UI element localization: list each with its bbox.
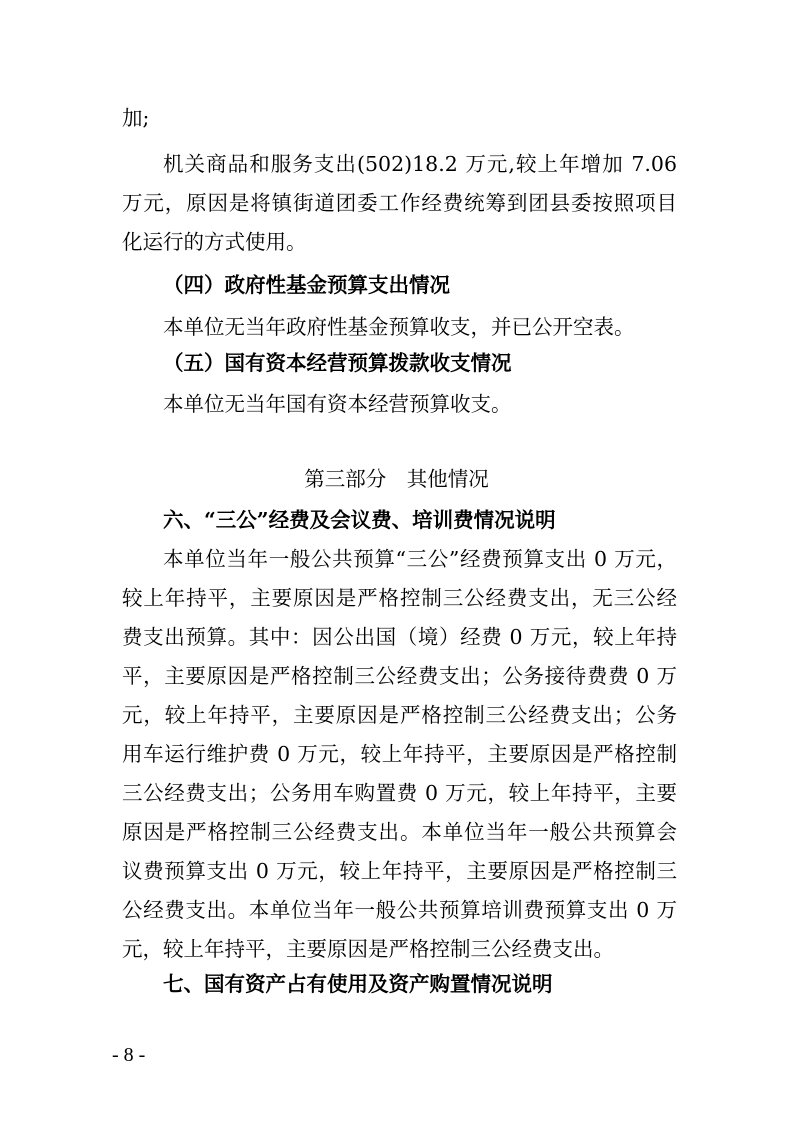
paragraph-line: 用车运行维护费 0 万元，较上年持平，主要原因是严格控制 [122, 742, 677, 766]
part-title: 第三部分 其他情况 [304, 467, 489, 491]
paragraph-line: 元，较上年持平，主要原因是严格控制三公经费支出；公务 [122, 703, 677, 727]
paragraph-line: 较上年持平，主要原因是严格控制三公经费支出，无三公经 [122, 586, 677, 610]
section-heading: 六、“三公”经费及会议费、培训费情况说明 [163, 508, 556, 532]
paragraph-line: 公经费支出。本单位当年一般公共预算培训费预算支出 0 万 [122, 898, 677, 922]
paragraph-line: 本单位无当年国有资本经营预算收支。 [163, 392, 512, 416]
paragraph-line: 万元，原因是将镇街道团委工作经费统筹到团县委按照项目 [122, 191, 677, 215]
section-heading: （五）国有资本经营预算拨款收支情况 [163, 351, 512, 375]
paragraph-line: 三公经费支出；公务用车购置费 0 万元，较上年持平，主要 [122, 781, 677, 805]
section-heading: （四）政府性基金预算支出情况 [163, 273, 450, 297]
paragraph-line: 机关商品和服务支出(502)18.2 万元,较上年增加 7.06 [163, 152, 677, 176]
paragraph-line: 元，较上年持平，主要原因是严格控制三公经费支出。 [122, 937, 614, 961]
paragraph-line: 原因是严格控制三公经费支出。本单位当年一般公共预算会 [122, 820, 677, 844]
paragraph-line: 议费预算支出 0 万元，较上年持平，主要原因是严格控制三 [122, 859, 677, 883]
page-number: - 8 - [112, 1044, 146, 1066]
paragraph-line: 化运行的方式使用。 [122, 230, 307, 254]
paragraph-line: 本单位当年一般公共预算“三公”经费预算支出 0 万元， [163, 547, 677, 571]
paragraph-line: 费支出预算。其中：因公出国（境）经费 0 万元，较上年持 [122, 625, 677, 649]
section-heading: 七、国有资产占有使用及资产购置情况说明 [163, 972, 553, 996]
paragraph-line: 平，主要原因是严格控制三公经费支出；公务接待费费 0 万 [122, 664, 677, 688]
paragraph-line: 本单位无当年政府性基金预算收支，并已公开空表。 [163, 315, 635, 339]
paragraph-line: 加; [122, 106, 150, 130]
